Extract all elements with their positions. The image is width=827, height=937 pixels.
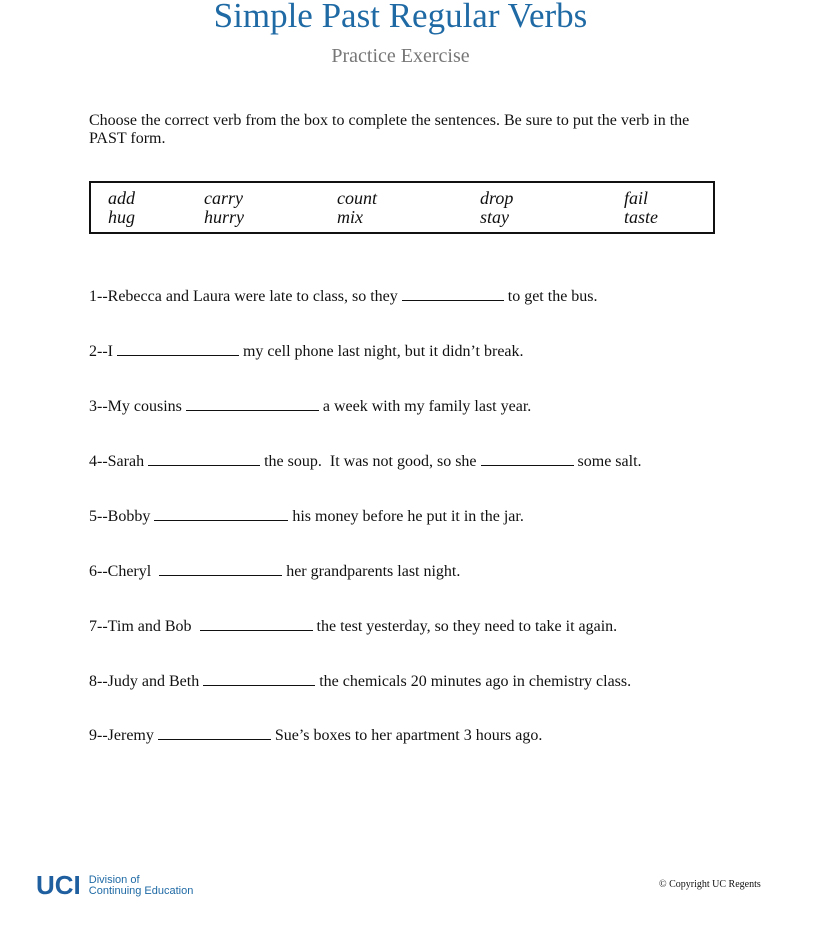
verb-box <box>89 181 715 234</box>
answer-blank[interactable] <box>117 341 239 356</box>
division-name: Division of Continuing Education <box>88 873 194 897</box>
uci-logo-text: UCI <box>36 870 81 900</box>
answer-blank[interactable] <box>200 616 313 631</box>
copyright: © Copyright UC Regents <box>659 879 761 890</box>
page-title: Simple Past Regular Verbs <box>213 0 588 35</box>
answer-blank[interactable] <box>203 671 315 686</box>
answer-blank[interactable] <box>402 286 504 301</box>
answer-blank[interactable] <box>148 451 260 466</box>
question-7: 7--Tim and Bob the test yesterday, so they need to take it again. <box>89 618 618 635</box>
question-6: 6--Cheryl her grandparents last night. <box>89 563 461 580</box>
verb-item: count <box>337 188 377 208</box>
answer-blank[interactable] <box>158 725 271 740</box>
answer-blank[interactable] <box>481 451 574 466</box>
question-1: 1--Rebecca and Laura were late to class, so they to get the bus. <box>89 288 598 305</box>
verb-item: hug <box>108 207 135 227</box>
question-3: 3--My cousins a week with my family last year. <box>89 398 532 415</box>
instructions: Choose the correct verb from the box to complete the sentences. Be sure to put the verb in the PAST form. <box>89 112 690 147</box>
verb-item: mix <box>337 207 363 227</box>
verb-item: hurry <box>204 207 244 227</box>
question-9: 9--Jeremy Sue’s boxes to her apartment 3 hours ago. <box>89 727 543 744</box>
page-subtitle: Practice Exercise <box>331 45 470 67</box>
answer-blank[interactable] <box>186 396 319 411</box>
verb-item: carry <box>204 188 243 208</box>
verb-item: fail <box>624 188 649 208</box>
verb-item: taste <box>624 207 658 227</box>
verb-item: add <box>108 188 135 208</box>
question-4: 4--Sarah the soup. It was not good, so she some salt. <box>89 453 642 470</box>
question-5: 5--Bobby his money before he put it in the jar. <box>89 508 524 525</box>
verb-item: drop <box>480 188 514 208</box>
question-2: 2--I my cell phone last night, but it didn’t break. <box>89 343 524 360</box>
answer-blank[interactable] <box>159 561 282 576</box>
uci-logo <box>36 870 193 901</box>
question-8: 8--Judy and Beth the chemicals 20 minutes ago in chemistry class. <box>89 673 632 690</box>
answer-blank[interactable] <box>154 506 288 521</box>
verb-item: stay <box>480 207 509 227</box>
